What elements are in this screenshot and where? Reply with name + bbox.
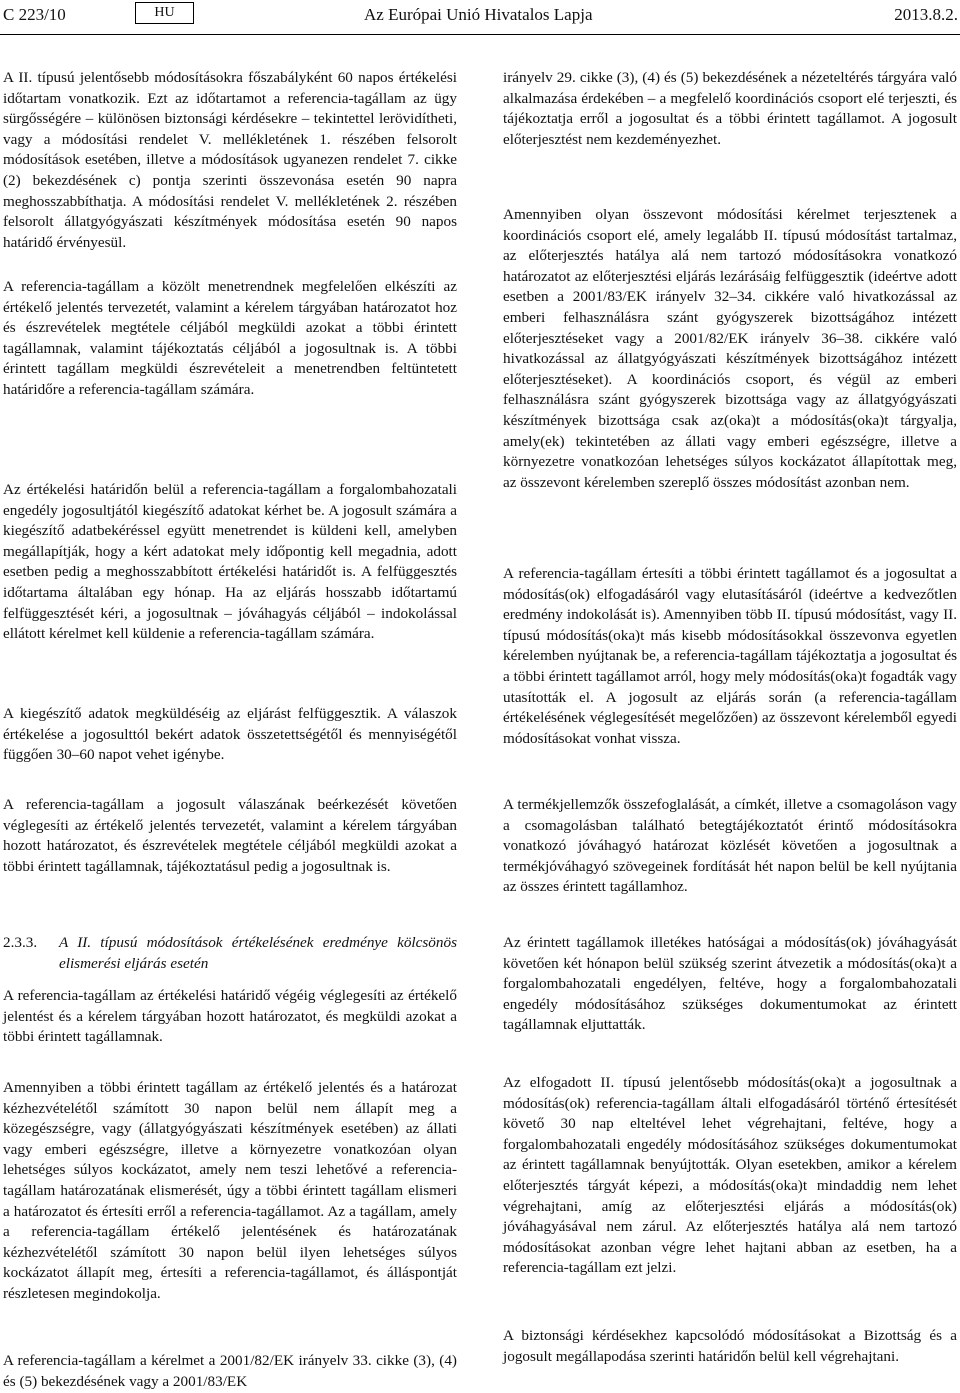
publication-date: 2013.8.2. [894,5,958,24]
paragraph: A referencia-tagállam a közölt menetrendnek megfelelően elkészíti az értékelő jelentés tervezetét, valamint a kérelem tárgyában határozatot hoz és észrevételek megtétele céljából megküldi azokat a többi érintett tagállamnak, valamint tájékoztatás céljából a jogosultnak is. A többi érintett tagállam megküldi észrevételeit a menetrendben feltüntetett határidőre a referencia-tagállam számára. [3,278,457,398]
paragraph: A referencia-tagállam az értékelési határidő végéig véglegesíti az értékelő jelentést és a kérelem tárgyában hozott határozatot, és megküldi azokat a többi érintett tagállamnak. [3,987,457,1046]
paragraph: A referencia-tagállam értesíti a többi érintett tagállamot és a jogosultat a módosítás(ok) elfogadásáról vagy elutasításáról (ideértve a kedvezőtlen eredmény indokolását is). Amennyiben több II. típusú módosítást, vagy II. típusú módosítás(oka)t más kisebb módosításokkal összevonva egyetlen kérelemben nyújtanak be, a referencia-tagállam tájékoztatja a jogosultat és a többi érintett tagállamot arról, hogy mely módosítás(oka)t fogadták vagy utasították el. A jogosult az eljárás során (a referencia-tagállam értékelésének véglegesítését megelőzően) az összevont kérelemből egyedi módosításokat vonhat vissza. [503,565,957,747]
section-number: 2.3.3. [3,934,38,951]
paragraph: A biztonsági kérdésekhez kapcsolódó módosításokat a Bizottság és a jogosult megállapodása szerinti határidőn belül kell végrehajtani. [503,1327,957,1365]
paragraph: Amennyiben a többi érintett tagállam az értékelő jelentés és a határozat kézhezvételétől számított 30 napon belül nem állapít meg a közegészségre, vagy (állatgyógyászati készítmények esetében) az állati vagy emberi egészségre, illetve a környezetre vonatkozóan olyan lehetséges súlyos kockázatot, amely nem teszi lehetővé a referencia-tagállam határozatának elismerését, úgy a többi érintett tagállam elismeri a határozatot és értesíti erről a referencia-tagállamot. Az a tagállam, amely a referencia-tagállam értékelő jelentésének és határozatának kézhezvételétől számított 30 napon belül ilyen lehetséges súlyos kockázatot állapít meg, értesíti a referencia-tagállamot, és álláspontját részletesen megindokolja. [3,1079,457,1302]
paragraph: A termékjellemzők összefoglalását, a címkét, illetve a csomagoláson vagy a csomagolásban található betegtájékoztatót érintő módosításokra vonatkozó jóváhagyó határozat közlését követően a jogosultnak a termékjóváhagyó szövegeinek fordítását hét napon belül be kell nyújtania az összes érintett tagállamhoz. [503,796,957,896]
section-heading [3,933,457,974]
page-header [0,0,960,35]
paragraph: A referencia-tagállam a kérelmet a 2001/82/EK irányelv 33. cikke (3), (4) és (5) bekezdésének vagy a 2001/83/EK [3,1352,457,1390]
section-title: A II. típusú módosítások értékelésének eredménye kölcsönös elismerési eljárás esetén [59,934,457,972]
paragraph: Amennyiben olyan összevont módosítási kérelmet terjesztenek a koordinációs csoport elé, amely legalább II. típusú módosítást tartalmaz, az előterjesztés hatálya alá nem tartozó módosításokra vonatkozó határozatot az előterjesztési eljárás lezárásáig felfüggesztik (ideértve adott esetben a 2001/83/EK irányelv 32–34. cikkére való hivatkozással az emberi felhasználásra szánt gyógyszerek bizottságához intézett előterjesztéseket vagy a 2001/82/EK irányelv 36–38. cikkére való hivatkozással az állatgyógyászati készítmények bizottságához intézett előterjesztéseket). A koordinációs csoport, és végül az emberi felhasználásra szánt gyógyszerek bizottsága vagy az állatgyógyászati készítmények bizottsága csak az(oka)t a módosítás(oka)t tárgyalja, amely(ek) tekintetében az állati vagy emberi egészségre, illetve a környezetre vonatkozóan lehetséges súlyos kockázatot állapítottak meg, az összevont kérelemben szereplő összes módosítást azonban nem. [503,206,957,491]
paragraph: irányelv 29. cikke (3), (4) és (5) bekezdésének a nézeteltérés tárgyára való alkalmazása érdekében – a megfelelő koordinációs csoport elé terjeszti, és tájékoztatja erről a jogosultat és a többi érintett tagállamot. A jogosult előterjesztést nem kezdeményezhet. [503,69,957,148]
paragraph: Az érintett tagállamok illetékes hatóságai a módosítás(ok) jóváhagyását követően két hónapon belül szükség szerint átvezetik a módosítás(oka)t a forgalombahozatali engedélyen, feltéve, hogy a forgalombahozatali engedély módosításához szükséges dokumentumokat az érintett tagállamnak eljuttatták. [503,934,957,1034]
page-reference: C 223/10 [3,5,66,24]
journal-title: Az Európai Unió Hivatalos Lapja [364,5,593,24]
language-badge: HU [135,2,194,24]
paragraph: Az elfogadott II. típusú jelentősebb módosítás(oka)t a jogosultnak a módosítás(ok) referencia-tagállam általi elfogadásáról történő értesítését követő 30 nap elteltével lehet végrehajtani, feltéve, hogy a forgalombahozatali engedély módosításához szükséges dokumentumokat az érintett tagállamnak benyújtották. Olyan esetekben, amikor a kérelem előterjesztés tárgyát képezi, a módosítás(oka)t mindaddig nem lehet végrehajtani, amíg az előterjesztési eljárás a módosítás(ok) jóváhagyásával nem zárul. Az előterjesztés hatálya alá nem tartozó módosításokat azonban végre lehet hajtani abban az esetben, ha a referencia-tagállam ezt jelzi. [503,1074,957,1277]
paragraph: A kiegészítő adatok megküldéséig az eljárást felfüggesztik. A válaszok értékelése a jogosulttól bekért adatok összetettségétől és mennyiségétől függően 30–60 napot vehet igénybe. [3,705,457,764]
paragraph: A II. típusú jelentősebb módosításokra főszabályként 60 napos értékelési időtartam vonatkozik. Ezt az időtartamot a referencia-tagállam az ügy sürgősségére – különösen biztonsági kérdésekre – tekintettel lerövidítheti, vagy a módosítási rendelet V. mellékletének 1. részében felsorolt módosítások esetében, illetve a módosítások ugyanezen rendelet 7. cikke (2) bekezdésének c) pontja szerinti összevonása esetén 90 napra meghosszabbíthatja. A módosítási rendelet V. mellékletének 2. részében felsorolt állatgyógyászati készítmények módosítása esetén 90 napos határidő érvényesül. [3,69,457,251]
paragraph: Az értékelési határidőn belül a referencia-tagállam a forgalombahozatali engedély jogosultjától kiegészítő adatokat kérhet be. A jogosult számára a kiegészítő adatbekéréssel együtt menetrendet is küldeni kell, amelyben megállapítják, hogy a kért adatokat mely időpontig kell megadnia, adott esetben pedig a meghosszabbított értékelési határidőt is. A felfüggesztés időtartama általában egy hónap. Ha az eljárás hosszabb időtartamú felfüggesztését kéri, a jogosultnak – jóváhagyás céljából – indokolással ellátott kérelmet kell küldenie a referencia-tagállam számára. [3,481,457,643]
paragraph: A referencia-tagállam a jogosult válaszának beérkezését követően véglegesíti az értékelő jelentés tervezetét, valamint a kérelem tárgyában hozott határozatot, és észrevételek megtétele céljából megküldi azokat a többi érintett tagállamnak, tájékoztatásul pedig a jogosultnak is. [3,796,457,875]
